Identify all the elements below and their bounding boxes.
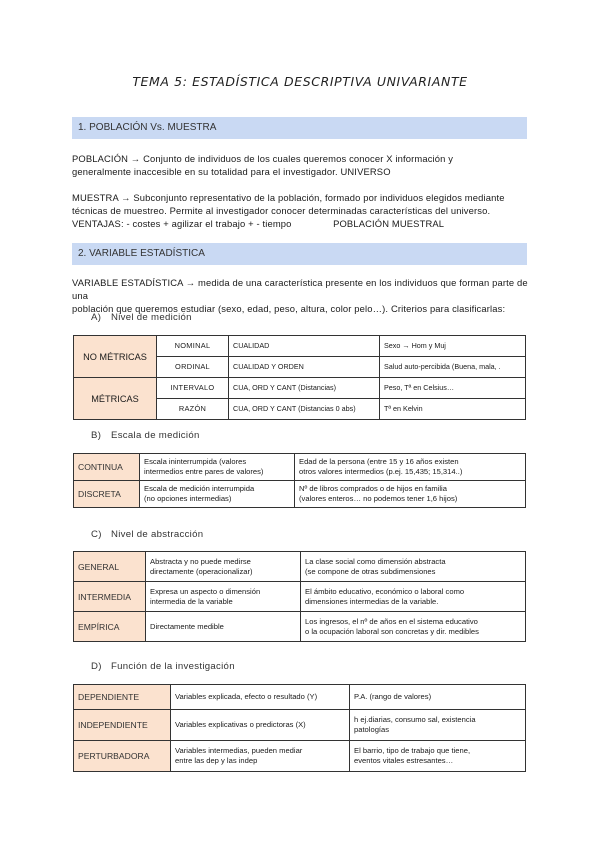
- table-row: [74, 552, 526, 582]
- table-row: [74, 612, 526, 642]
- poblacion-line-2: generalmente inaccesible en su totalidad para el investigador. UNIVERSO: [72, 166, 391, 178]
- level-cell: RAZÓN: [157, 399, 229, 420]
- subsection-a-heading: A) Nivel de medición: [91, 312, 192, 323]
- variable-line-2: población que queremos estudiar (sexo, edad, peso, altura, color pelo…). Criterios para clasificarlas:: [72, 303, 506, 315]
- desc-cell: CUALIDAD: [229, 336, 380, 357]
- desc-cell: Expresa un aspecto o dimensión intermedia de la variable: [146, 582, 301, 612]
- subsection-d-heading: D) Función de la investigación: [91, 661, 235, 672]
- table-row: [74, 336, 526, 357]
- muestra-line-2: técnicas de muestreo. Permite al investigador conocer determinadas características del universo.: [72, 205, 491, 217]
- document-title: TEMA 5: ESTADÍSTICA DESCRIPTIVA UNIVARIANTE: [132, 74, 468, 89]
- table-row: [74, 582, 526, 612]
- nivel-abstraccion-table: [73, 551, 526, 642]
- desc-cell: CUALIDAD Y ORDEN: [229, 357, 380, 378]
- poblacion-line-1: POBLACIÓN → Conjunto de individuos de los cuales queremos conocer X información y: [72, 153, 454, 164]
- muestra-line-3: [72, 217, 528, 230]
- example-cell: Nº de libros comprados o de hijos en familia (valores enteros… no podemos tener 1,6 hijos): [295, 481, 526, 508]
- table-row: [74, 378, 526, 399]
- subsection-c-heading: C) Nivel de abstracción: [91, 529, 204, 540]
- section-heading-poblacion-muestra: 1. POBLACIÓN Vs. MUESTRA: [72, 117, 527, 139]
- key-cell: CONTINUA: [74, 454, 140, 481]
- example-cell: Peso, Tª en Celsius…: [380, 378, 526, 399]
- table-row: [74, 685, 526, 710]
- table-row: [74, 710, 526, 741]
- desc-cell: Escala ininterrumpida (valores intermedios entre pares de valores): [140, 454, 295, 481]
- example-cell: Sexo → Hom y Muj: [380, 336, 526, 357]
- key-cell: PERTURBADORA: [74, 741, 171, 772]
- desc-cell: CUA, ORD Y CANT (Distancias): [229, 378, 380, 399]
- example-cell: El ámbito educativo, económico o laboral como dimensiones intermedias de la variable.: [301, 582, 526, 612]
- level-cell: INTERVALO: [157, 378, 229, 399]
- key-cell: GENERAL: [74, 552, 146, 582]
- variable-definition: [72, 276, 528, 316]
- no-metricas-cell: NO MÉTRICAS: [74, 336, 157, 378]
- example-cell: Tª en Kelvin: [380, 399, 526, 420]
- desc-cell: Variables explicada, efecto o resultado (Y): [171, 685, 350, 710]
- key-cell: DEPENDIENTE: [74, 685, 171, 710]
- key-cell: INTERMEDIA: [74, 582, 146, 612]
- desc-cell: Variables intermedias, pueden mediar entre las dep y las indep: [171, 741, 350, 772]
- key-cell: DISCRETA: [74, 481, 140, 508]
- example-cell: Los ingresos, el nº de años en el sistema educativo o la ocupación laboral son concretas y dir. medibles: [301, 612, 526, 642]
- metricas-cell: MÉTRICAS: [74, 378, 157, 420]
- example-cell: h ej.diarias, consumo sal, existencia patologías: [350, 710, 526, 741]
- ventajas-text: VENTAJAS: - costes + agilizar el trabajo + - tiempo: [72, 218, 292, 230]
- level-cell: ORDINAL: [157, 357, 229, 378]
- desc-cell: Variables explicativas o predictoras (X): [171, 710, 350, 741]
- nivel-medicion-table: [73, 335, 526, 420]
- muestra-line-1: MUESTRA → Subconjunto representativo de la población, formado por individuos elegidos mediante: [72, 192, 505, 203]
- example-cell: El barrio, tipo de trabajo que tiene, eventos vitales estresantes…: [350, 741, 526, 772]
- example-cell: P.A. (rango de valores): [350, 685, 526, 710]
- example-cell: La clase social como dimensión abstracta (se compone de otras subdimensiones: [301, 552, 526, 582]
- table-row: [74, 481, 526, 508]
- escala-medicion-table: [73, 453, 526, 508]
- desc-cell: Abstracta y no puede medirse directamente (operacionalizar): [146, 552, 301, 582]
- example-cell: Edad de la persona (entre 15 y 16 años existen otros valores intermedios (p.ej. 15,435; 15,314..): [295, 454, 526, 481]
- desc-cell: CUA, ORD Y CANT (Distancias 0 abs): [229, 399, 380, 420]
- subsection-b-heading: B) Escala de medición: [91, 430, 200, 441]
- poblacion-definition: [72, 152, 528, 178]
- desc-cell: Directamente medible: [146, 612, 301, 642]
- example-cell: Salud auto-percibida (Buena, mala, .: [380, 357, 526, 378]
- table-row: [74, 741, 526, 772]
- key-cell: EMPÍRICA: [74, 612, 146, 642]
- variable-line-1: VARIABLE ESTADÍSTICA → medida de una característica presente en los individuos que forman parte de una: [72, 277, 528, 302]
- poblacion-muestral-text: POBLACIÓN MUESTRAL: [333, 218, 445, 230]
- muestra-definition: [72, 191, 528, 231]
- table-row: [74, 454, 526, 481]
- key-cell: INDEPENDIENTE: [74, 710, 171, 741]
- desc-cell: Escala de medición interrumpida (no opciones intermedias): [140, 481, 295, 508]
- section-heading-variable-estadistica: 2. VARIABLE ESTADÍSTICA: [72, 243, 527, 265]
- level-cell: NOMINAL: [157, 336, 229, 357]
- funcion-investigacion-table: [73, 684, 526, 772]
